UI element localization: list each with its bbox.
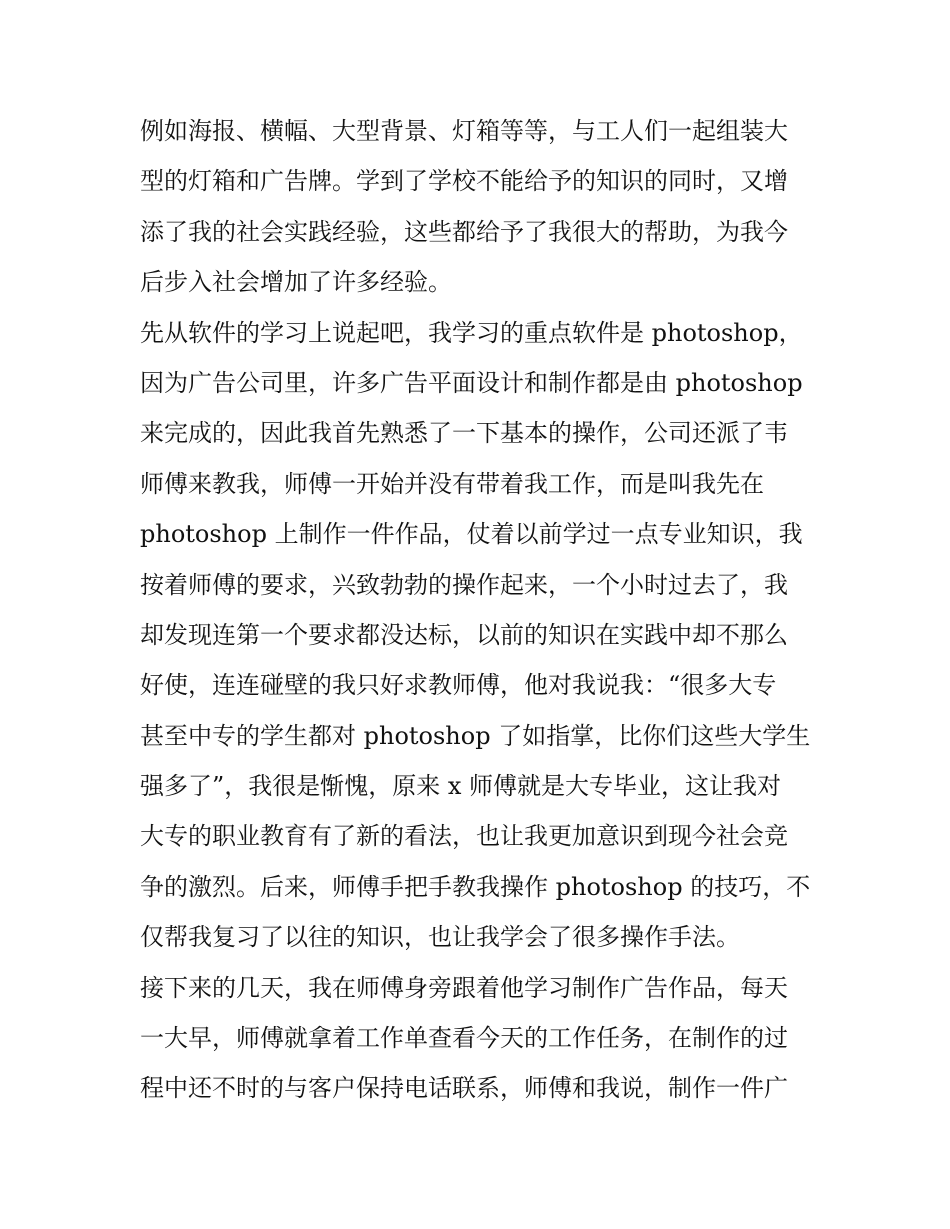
text-line: 好使，连连碰壁的我只好求教师傅，他对我说我：“很多大专: [140, 671, 777, 700]
text-line: 后步入社会增加了许多经验。: [140, 268, 452, 297]
text-line: 接下来的几天，我在师傅身旁跟着他学习制作广告作品，每天: [140, 973, 788, 1002]
text-line: 却发现连第一个要求都没达标，以前的知识在实践中却不那么: [140, 620, 788, 649]
document-body: [140, 106, 816, 1114]
text-line: 仅帮我复习了以往的知识，也让我学会了很多操作手法。: [140, 923, 740, 952]
text-line: 争的激烈。后来，师傅手把手教我操作 photoshop 的技巧，不: [140, 872, 811, 901]
text-line: photoshop 上制作一件作品，仗着以前学过一点专业知识，我: [140, 520, 803, 549]
text-line: 例如海报、横幅、大型背景、灯箱等等，与工人们一起组装大: [140, 117, 788, 145]
text-line: 甚至中专的学生都对 photoshop 了如指掌，比你们这些大学生: [140, 721, 811, 750]
text-line: 大专的职业教育有了新的看法，也让我更加意识到现今社会竞: [140, 822, 788, 851]
text-line: 因为广告公司里，许多广告平面设计和制作都是由 photoshop: [140, 368, 803, 397]
text-line: 添了我的社会实践经验，这些都给予了我很大的帮助，为我今: [140, 217, 788, 246]
text-line: 按着师傅的要求，兴致勃勃的操作起来，一个小时过去了，我: [140, 570, 788, 599]
text-line: 先从软件的学习上说起吧，我学习的重点软件是 photoshop，: [140, 318, 803, 347]
text-line: 型的灯箱和广告牌。学到了学校不能给予的知识的同时，又增: [140, 167, 788, 196]
text-line: 一大早，师傅就拿着工作单查看今天的工作任务，在制作的过: [140, 1024, 788, 1053]
text-line: 强多了”，我很是惭愧，原来 x 师傅就是大专毕业，这让我对: [140, 772, 782, 801]
text-line: 程中还不时的与客户保持电话联系，师傅和我说，制作一件广: [140, 1074, 788, 1103]
text-line: 师傅来教我，师傅一开始并没有带着我工作，而是叫我先在: [140, 469, 764, 498]
text-line: 来完成的，因此我首先熟悉了一下基本的操作，公司还派了韦: [140, 419, 788, 448]
